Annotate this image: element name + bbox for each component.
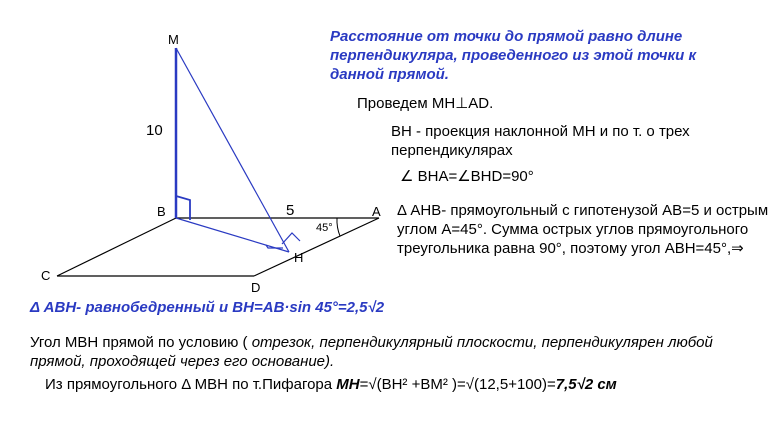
- point-label-D: D: [251, 280, 261, 295]
- step-mbh-main: Угол MBH прямой по условию (: [30, 334, 252, 351]
- step-mbh-reason: отрезок, перпендикулярный плоскости, перпендикулярен любой прямой, проходящей через его основание).: [30, 334, 713, 370]
- point-label-A: A: [372, 204, 381, 219]
- step-bh-value: Δ ABH- равнобедренный и BH=AB·sin 45°=2,5√2: [30, 299, 385, 316]
- step-triangle-ahb: Δ AHB- прямоугольный с гипотенузой AB=5 и острым углом A=45°. Сумма острых углов прямоугольного треугольника равна 90°, поэтому угол ABH=45°,⇒: [397, 202, 769, 257]
- length-label-BA: 5: [286, 202, 295, 219]
- step-pyth-main: Из прямоугольного Δ MBH по т.Пифагора: [45, 376, 337, 393]
- point-label-C: C: [41, 268, 51, 283]
- step-projection: BH - проекция наклонной MH и по т. о трех перпендикулярах: [391, 123, 690, 159]
- step-pyth-formula: =√(BH² +BM² )=√(12,5+100)=: [359, 376, 556, 393]
- angle-label-A: 45°: [316, 222, 333, 234]
- step-mbh-right: [30, 333, 770, 371]
- step-construct-mh: Проведем MH⊥AD.: [357, 95, 494, 112]
- segment-MH: [176, 48, 289, 252]
- point-label-M: M: [168, 32, 179, 47]
- point-label-H: H: [294, 250, 304, 265]
- segment-CB: [57, 218, 176, 276]
- length-label-MB: 10: [146, 122, 163, 139]
- right-angle-mark-H2: [282, 233, 300, 244]
- step-pyth-mh: MH: [336, 376, 360, 393]
- step-right-angles: ∠ BHA=∠BHD=90°: [400, 168, 534, 185]
- right-angle-mark-B: [176, 196, 190, 220]
- step-pyth-result: 7,5√2 см: [555, 376, 617, 393]
- point-label-B: B: [157, 204, 166, 219]
- step-pythagoras: [45, 376, 617, 393]
- heading-definition: Расстояние от точки до прямой равно длине перпендикуляра, проведенного из этой точки к данной прямой.: [330, 28, 697, 83]
- segment-BH: [176, 218, 289, 252]
- angle-arc-A: [337, 218, 340, 236]
